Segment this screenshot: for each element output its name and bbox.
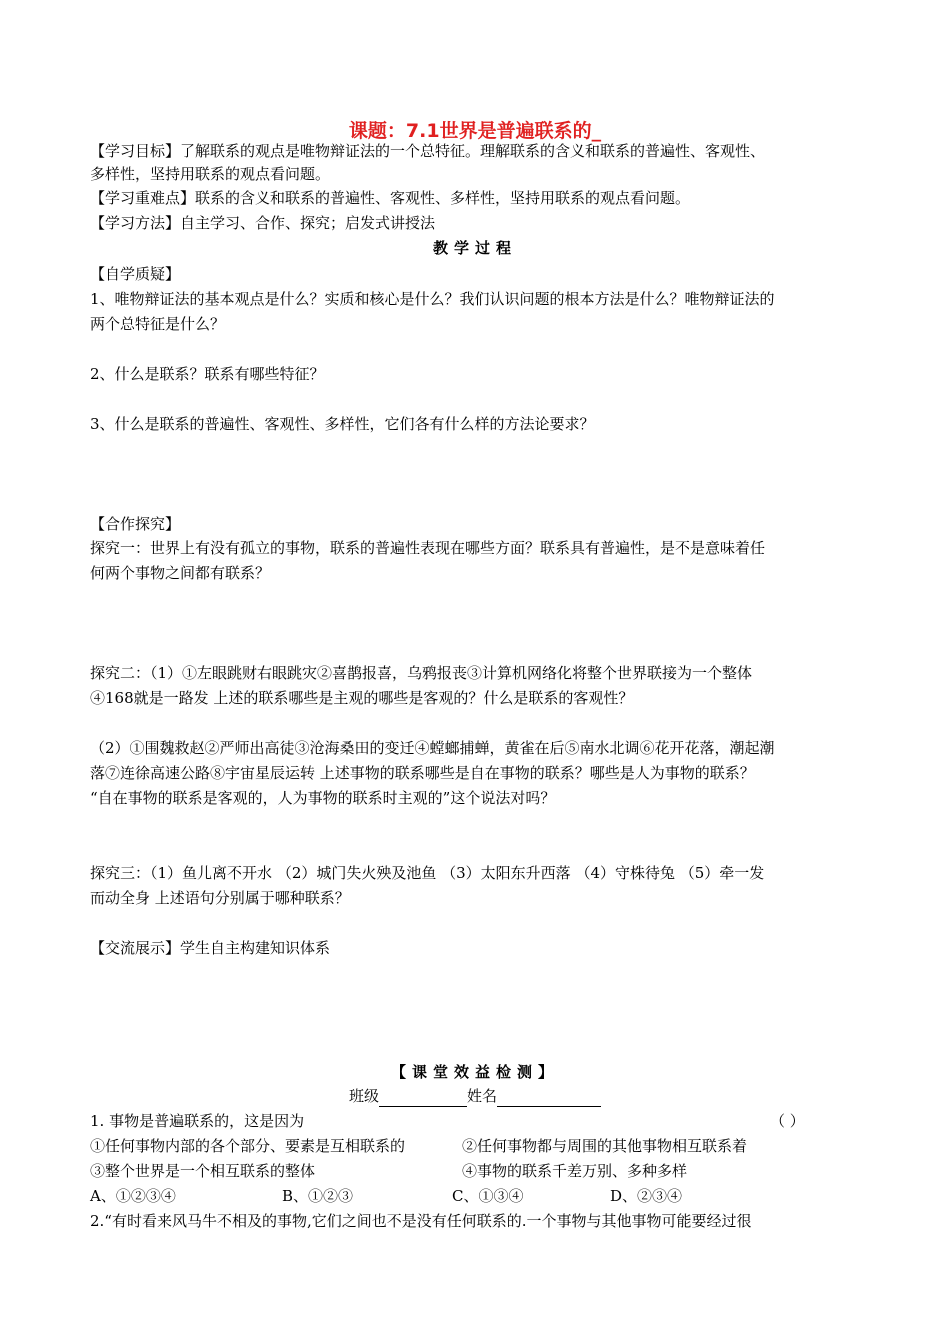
learning-goal-line-2: 多样性，坚持用联系的观点看问题。 xyxy=(90,165,331,183)
option-d[interactable]: D、②③④ xyxy=(610,1187,683,1205)
class-blank[interactable] xyxy=(379,1090,467,1107)
self-study-heading: 【自学质疑】 xyxy=(90,265,181,283)
name-label: 姓名 xyxy=(467,1087,498,1105)
q1-stem: 1. 事物是普遍联系的，这是因为 xyxy=(90,1112,305,1130)
explore-2b-line-1: （2）①围魏救赵②严师出高徒③沧海桑田的变迁④螳螂捕蝉，黄雀在后⑤南水北调⑥花开花落，潮起潮 xyxy=(90,739,775,757)
q1-statement-4: ④事物的联系千差万别、多种多样 xyxy=(462,1162,688,1180)
exchange-section: 【交流展示】学生自主构建知识体系 xyxy=(90,939,331,957)
explore-1-line-2: 何两个事物之间都有联系？ xyxy=(90,564,271,582)
explore-1-line-1: 探究一：世界上有没有孤立的事物，联系的普遍性表现在哪些方面？联系具有普遍性，是不是意味着任 xyxy=(90,539,766,557)
q1-statement-1: ①任何事物内部的各个部分、要素是互相联系的 xyxy=(90,1137,406,1155)
name-blank[interactable] xyxy=(497,1090,601,1107)
option-c[interactable]: C、①③④ xyxy=(452,1187,524,1205)
explore-2a-line-2: ④168就是一路发 上述的联系哪些是主观的哪些是客观的？什么是联系的客观性？ xyxy=(90,689,634,707)
process-title: 教学过程 xyxy=(432,239,517,257)
learning-method: 【学习方法】自主学习、合作、探究；启发式讲授法 xyxy=(90,214,436,232)
explore-2a-line-1: 探究二：（1）①左眼跳财右眼跳灾②喜鹊报喜，乌鸦报丧③计算机网络化将整个世界联接为一个整体 xyxy=(90,664,753,682)
learning-goal-line-1: 【学习目标】了解联系的观点是唯物辩证法的一个总特征。理解联系的含义和联系的普遍性、客观性、 xyxy=(90,142,766,160)
test-question-2: 2.“有时看来风马牛不相及的事物,它们之间也不是没有任何联系的.一个事物与其他事物可能要经过很 xyxy=(90,1212,752,1230)
q1-statements-row-2 xyxy=(90,1160,870,1182)
question-1-line-1: 1、唯物辩证法的基本观点是什么？实质和核心是什么？我们认识问题的根本方法是什么？唯物辩证法的 xyxy=(90,290,775,308)
test-question-1 xyxy=(90,1110,870,1132)
answer-parentheses: （ ） xyxy=(770,1112,805,1130)
cooperate-heading: 【合作探究】 xyxy=(90,515,181,533)
q1-statements-row-1 xyxy=(90,1135,870,1157)
explore-2b-line-3: “自在事物的联系是客观的，人为事物的联系时主观的”这个说法对吗？ xyxy=(90,789,556,807)
explore-2b-line-2: 落⑦连徐高速公路⑧宇宙星辰运转 上述事物的联系哪些是自在事物的联系？哪些是人为事物的联系？ xyxy=(90,764,755,782)
question-1-line-2: 两个总特征是什么？ xyxy=(90,315,226,333)
question-3: 3、什么是联系的普遍性、客观性、多样性，它们各有什么样的方法论要求？ xyxy=(90,415,595,433)
lesson-title: 课题：7.1世界是普遍联系的_ xyxy=(348,120,602,142)
class-name-line xyxy=(0,1085,950,1107)
option-b[interactable]: B、①②③ xyxy=(282,1187,354,1205)
test-heading: 【课堂效益检测】 xyxy=(390,1063,559,1081)
class-label: 班级 xyxy=(348,1087,379,1105)
explore-3-line-1: 探究三：（1）鱼儿离不开水 （2）城门失火殃及池鱼 （3）太阳东升西落 （4）守株待兔 （5）牵一发 xyxy=(90,864,765,882)
option-a[interactable]: A、①②③④ xyxy=(90,1187,176,1205)
key-points: 【学习重难点】联系的含义和联系的普遍性、客观性、多样性，坚持用联系的观点看问题。 xyxy=(90,189,691,207)
question-2: 2、什么是联系？联系有哪些特征？ xyxy=(90,365,325,383)
q1-statement-3: ③整个世界是一个相互联系的整体 xyxy=(90,1162,316,1180)
explore-3-line-2: 而动全身 上述语句分别属于哪种联系？ xyxy=(90,889,350,907)
q1-statement-2: ②任何事物都与周围的其他事物相互联系着 xyxy=(462,1137,748,1155)
